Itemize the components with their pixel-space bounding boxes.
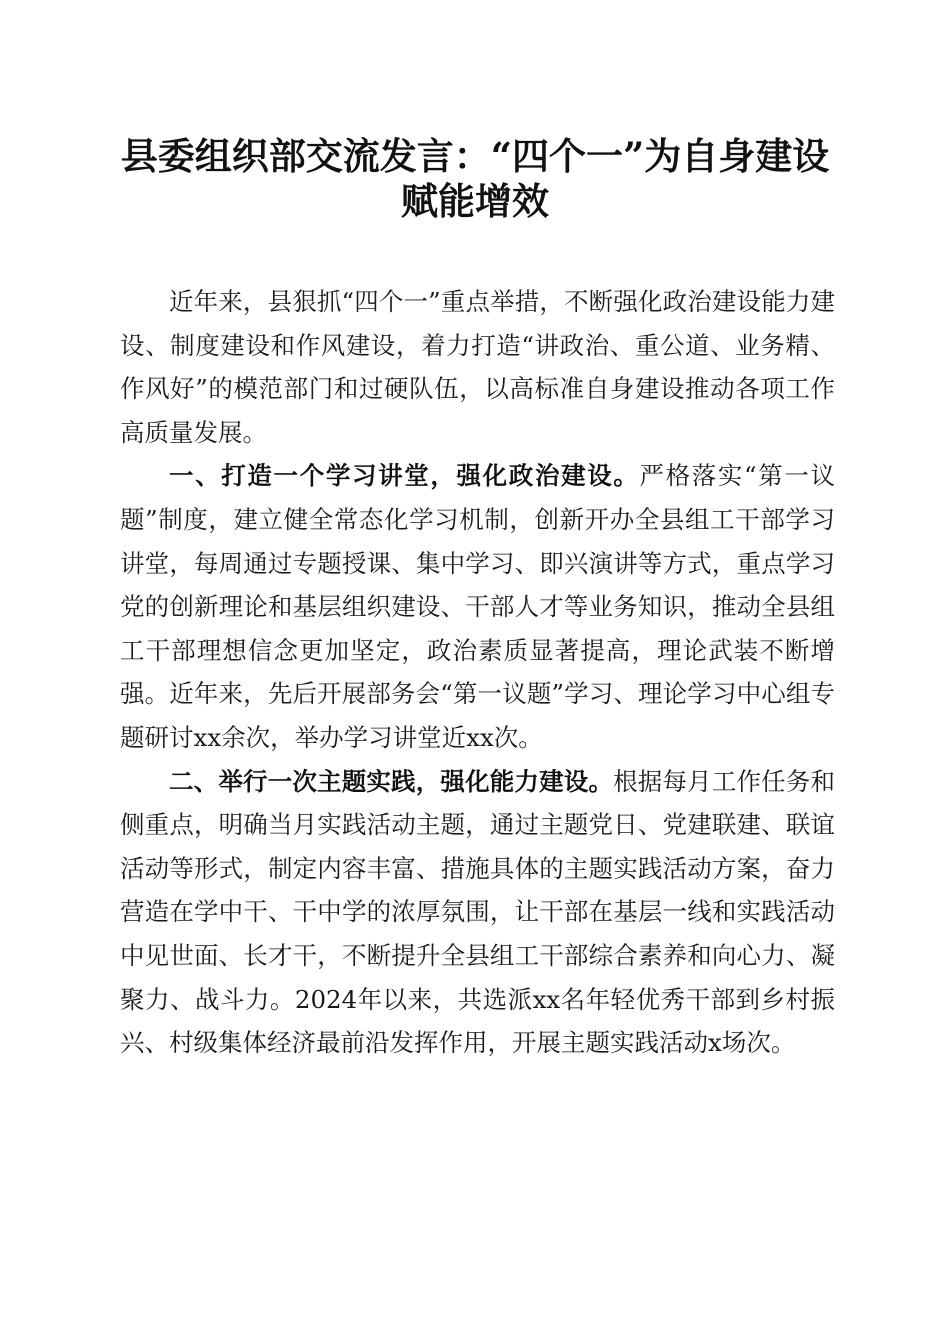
paragraph-text: 近年来，县狠抓“四个一”重点举措，不断强化政治建设能力建设、制度建设和作风建设，着力打造“讲政治、重公道、业务精、作风好”的模范部门和过硬队伍，以高标准自身建设推动各项工作高质量发展。 [120, 287, 835, 447]
paragraph-text: 根据每月工作任务和侧重点，明确当月实践活动主题，通过主题党日、党建联建、联谊活动等形式，制定内容丰富、措施具体的主题实践活动方案，奋力营造在学中干、干中学的浓厚氛围，让干部在基层一线和实践活动中见世面、长才干，不断提升全县组工干部综合素养和向心力、凝聚力、战斗力。2024年以来，共选派xx名年轻优秀干部到乡村振兴、村级集体经济最前沿发挥作用，开展主题实践活动x场次。 [120, 766, 836, 1058]
title-line-1: 县委组织部交流发言：“四个一”为自身建设 [120, 134, 830, 178]
section-heading: 一、打造一个学习讲堂，强化政治建设。 [169, 461, 640, 491]
section-heading: 二、举行一次主题实践，强化能力建设。 [169, 766, 614, 796]
document-title [100, 134, 850, 224]
paragraph-section-1 [120, 454, 835, 759]
paragraph-section-2 [120, 760, 835, 1065]
document-body [120, 280, 835, 1065]
title-line-2: 赋能增效 [401, 179, 549, 223]
paragraph-text: 严格落实“第一议题”制度，建立健全常态化学习机制，创新开办全县组工干部学习讲堂，每周通过专题授课、集中学习、即兴演讲等方式，重点学习党的创新理论和基层组织建设、干部人才等业务知识，推动全县组工干部理想信念更加坚定，政治素质显著提高，理论武装不断增强。近年来，先后开展部务会“第一议题”学习、理论学习中心组专题研讨xx余次，举办学习讲堂近xx次。 [120, 461, 835, 752]
paragraph-intro [120, 280, 835, 454]
